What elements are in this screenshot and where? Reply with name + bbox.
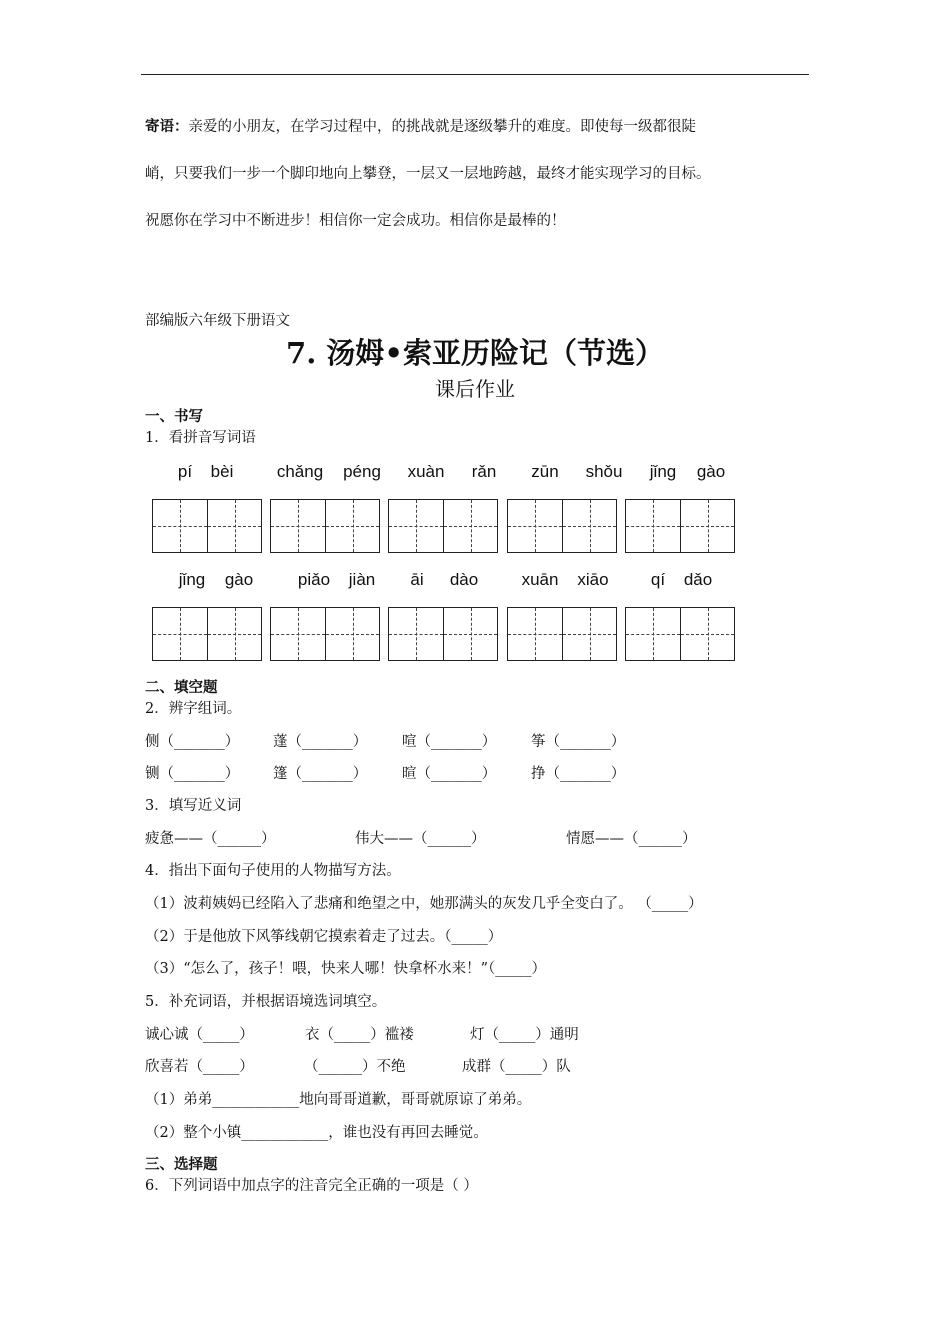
- pinyin: pí: [177, 462, 193, 481]
- pinyin: péng: [343, 462, 381, 481]
- pinyin: gào: [696, 462, 726, 481]
- idiom-item[interactable]: 灯（_____）通明: [470, 1027, 579, 1043]
- pinyin: gào: [224, 570, 254, 589]
- description-item[interactable]: （1）波莉姨妈已经陷入了悲痛和绝望之中，她那满头的灰发几乎全变白了。 （_____）: [145, 896, 703, 912]
- pinyin: xiāo: [577, 570, 609, 589]
- question-2: 2．辨字组词。: [145, 701, 242, 717]
- writing-grid[interactable]: [507, 607, 617, 661]
- fill-item[interactable]: 筝（_______）: [531, 734, 626, 750]
- idiom-item[interactable]: 衣（_____）褴褛: [305, 1027, 414, 1043]
- question-3: 3．填写近义词: [145, 798, 242, 814]
- pinyin: xuàn: [407, 462, 445, 481]
- question-6[interactable]: 6．下列词语中加点字的注音完全正确的一项是（ ）: [145, 1178, 478, 1194]
- fill-item[interactable]: 侧（_______）: [145, 734, 240, 750]
- pinyin: āi: [410, 570, 424, 589]
- idiom-item[interactable]: 欣喜若（_____）: [145, 1059, 254, 1075]
- message-label: 寄语：: [145, 118, 189, 135]
- fill-item[interactable]: 喧（_______）: [402, 734, 497, 750]
- pinyin: jiàn: [348, 570, 376, 589]
- header-rule: [141, 74, 809, 75]
- idiom-item[interactable]: 诚心诚（_____）: [145, 1027, 254, 1043]
- pinyin: xuān: [521, 570, 559, 589]
- section-choice-heading: 三、选择题: [145, 1156, 218, 1173]
- section-fill-heading: 二、填空题: [145, 679, 218, 696]
- synonym-item[interactable]: 情愿——（______）: [566, 831, 697, 847]
- writing-grid[interactable]: [388, 499, 498, 553]
- grade-label: 部编版六年级下册语文: [145, 313, 290, 329]
- fill-item[interactable]: 铡（_______）: [145, 766, 240, 782]
- writing-grid[interactable]: [625, 499, 735, 553]
- page-title: 7. 汤姆•索亚历险记（节选）: [286, 336, 664, 370]
- pinyin: rǎn: [471, 462, 497, 481]
- pinyin: jǐng: [649, 462, 677, 481]
- fill-item[interactable]: 蓬（_______）: [273, 734, 368, 750]
- fill-item[interactable]: 挣（_______）: [531, 766, 626, 782]
- writing-grid[interactable]: [270, 499, 380, 553]
- pinyin: bèi: [210, 462, 234, 481]
- pinyin: piǎo: [297, 570, 331, 589]
- message-line-3: 祝愿你在学习中不断进步！相信你一定会成功。相信你是最棒的！: [145, 213, 566, 229]
- question-4: 4．指出下面句子使用的人物描写方法。: [145, 863, 401, 879]
- question-5: 5．补充词语，并根据语境选词填空。: [145, 994, 387, 1010]
- writing-grid[interactable]: [152, 607, 262, 661]
- writing-grid[interactable]: [388, 607, 498, 661]
- pinyin: dào: [449, 570, 479, 589]
- writing-grid[interactable]: [270, 607, 380, 661]
- question-1: 1．看拼音写词语: [145, 430, 256, 446]
- idiom-item[interactable]: 成群（_____）队: [462, 1059, 571, 1075]
- synonym-item[interactable]: 疲惫——（______）: [145, 831, 276, 847]
- synonym-item[interactable]: 伟大——（______）: [355, 831, 486, 847]
- pinyin: zūn: [531, 462, 559, 481]
- description-item[interactable]: （2）于是他放下风筝线朝它摸索着走了过去。（_____）: [145, 929, 503, 945]
- context-item[interactable]: （1）弟弟____________地向哥哥道歉，哥哥就原谅了弟弟。: [145, 1092, 532, 1108]
- idiom-item[interactable]: （______）不绝: [304, 1059, 406, 1075]
- description-item[interactable]: （3）“怎么了，孩子！喂，快来人哪！快拿杯水来！”（_____）: [145, 961, 547, 977]
- page-subtitle: 课后作业: [435, 377, 515, 401]
- pinyin: qí: [650, 570, 666, 589]
- writing-grid[interactable]: [625, 607, 735, 661]
- message-line-2: 峭，只要我们一步一个脚印地向上攀登，一层又一层地跨越，最终才能实现学习的目标。: [145, 166, 711, 182]
- message-line-1: 寄语：亲爱的小朋友，在学习过程中，的挑战就是逐级攀升的难度。即使每一级都很陡: [145, 118, 696, 135]
- writing-grid[interactable]: [507, 499, 617, 553]
- pinyin: dǎo: [683, 570, 713, 589]
- context-item[interactable]: （2）整个小镇____________，谁也没有再回去睡觉。: [145, 1125, 488, 1141]
- pinyin: jǐng: [178, 570, 206, 589]
- pinyin: shǒu: [585, 462, 623, 481]
- writing-grid[interactable]: [152, 499, 262, 553]
- section-writing-heading: 一、书写: [145, 408, 203, 425]
- pinyin: chǎng: [276, 462, 324, 481]
- fill-item[interactable]: 暄（_______）: [402, 766, 497, 782]
- fill-item[interactable]: 篷（_______）: [273, 766, 368, 782]
